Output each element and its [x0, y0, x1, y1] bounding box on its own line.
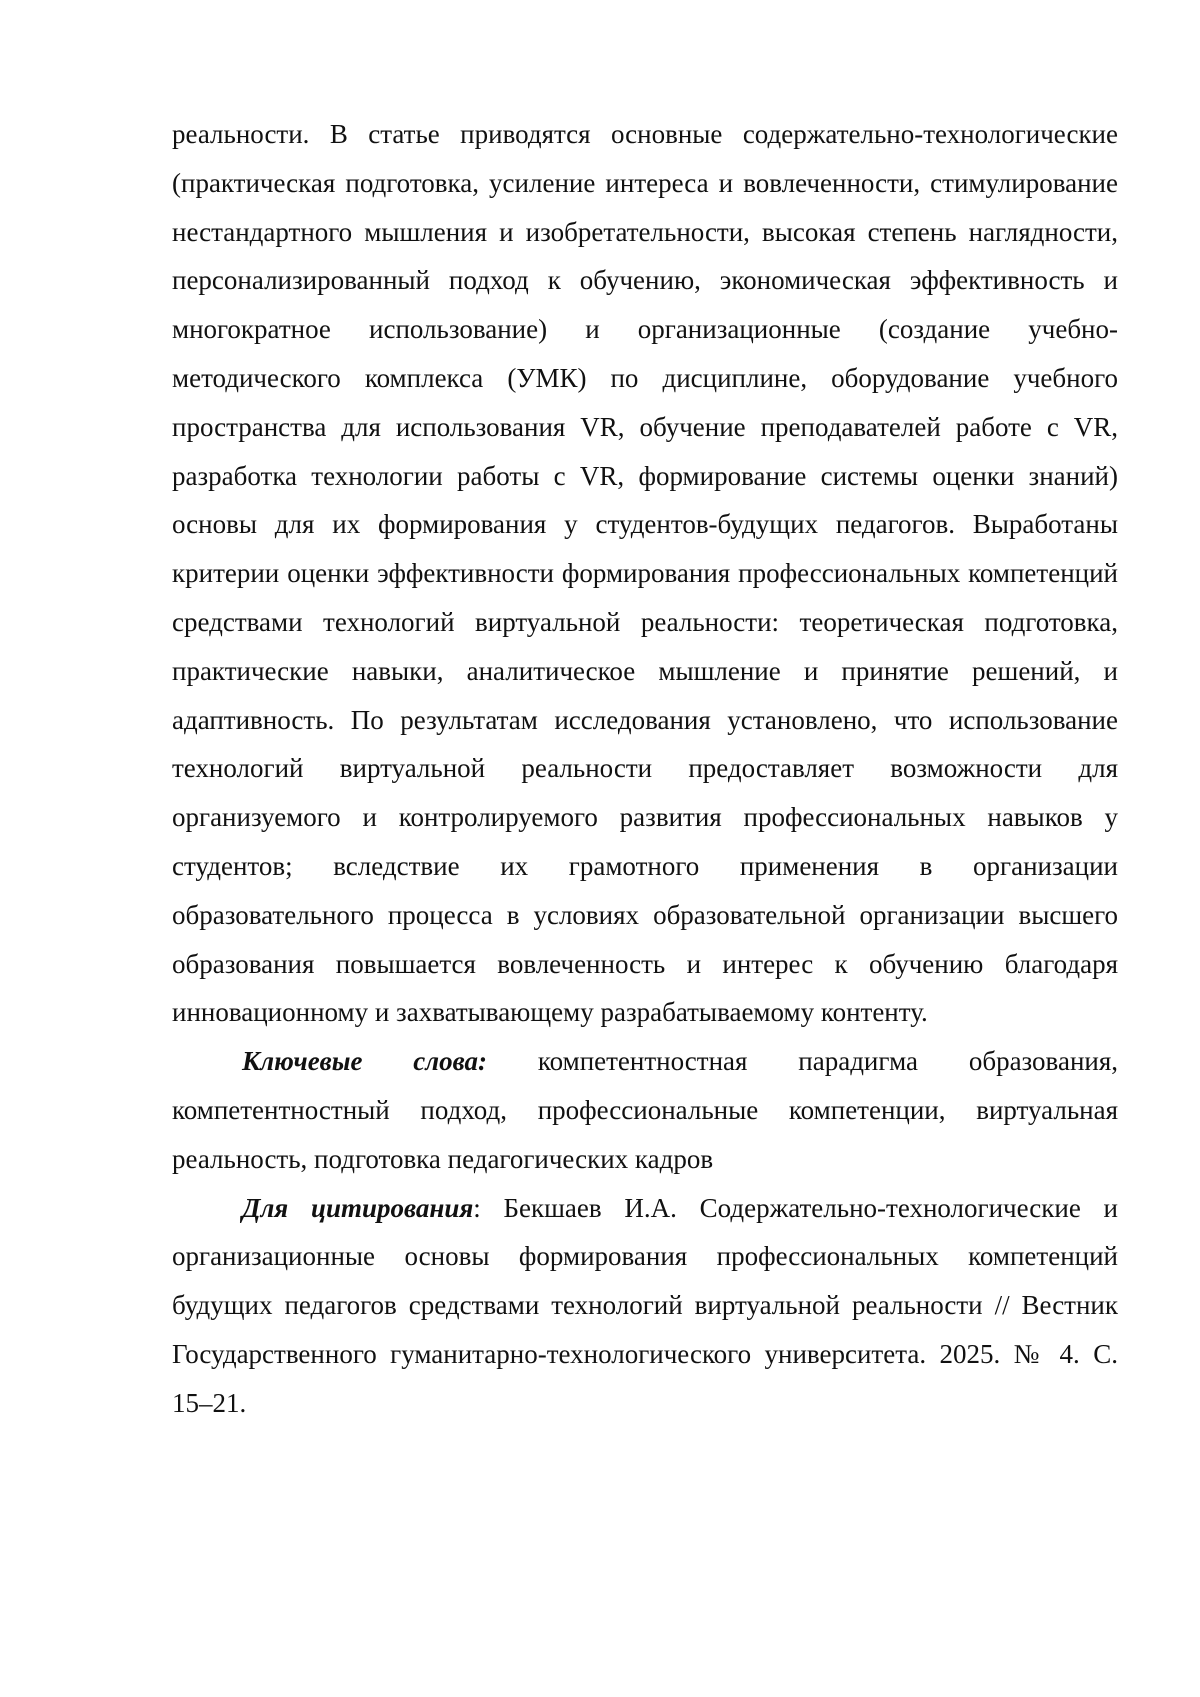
citation-paragraph	[172, 1184, 1118, 1428]
citation-label: Для цитирования	[242, 1192, 474, 1223]
document-page	[172, 110, 1118, 1428]
abstract-text: реальности. В статье приводятся основные содержательно-технологические (практическая подготовка, усиление интереса и вовлеченности, стимулирование нестандартного мышления и изобретательности, высокая степень наглядности, персонализированный подход к обучению, экономическая эффективность и многократное использование) и организационные (создание учебно-методического комплекса (УМК) по дисциплине, оборудование учебного пространства для использования VR, обучение преподавателей работе с VR, разработка технологии работы с VR, формирование системы оценки знаний) основы для их формирования у студентов-будущих педагогов. Выработаны критерии оценки эффективности формирования профессиональных компетенций средствами технологий виртуальной реальности: теоретическая подготовка, практические навыки, аналитическое мышление и принятие решений, и адаптивность. По результатам исследования установлено, что использование технологий виртуальной реальности предоставляет возможности для организуемого и контролируемого развития профессиональных навыков у студентов; вследствие их грамотного применения в организации образовательного процесса в условиях образовательной организации высшего образования повышается вовлеченность и интерес к обучению благодаря инновационному и захватывающему разрабатываемому контенту.	[172, 119, 1118, 1028]
keywords-label: Ключевые слова:	[242, 1046, 488, 1077]
abstract-paragraph	[172, 110, 1118, 1037]
keywords-text: компетентностная парадигма образования, компетентностный подход, профессиональные компетенции, виртуальная реальность, подготовка педагогических кадров	[172, 1046, 1119, 1174]
keywords-paragraph	[172, 1037, 1118, 1183]
citation-text: : Бекшаев И.А. Содержательно-технологические и организационные основы формирования профессиональных компетенций будущих педагогов средствами технологий виртуальной реальности // Вестник Государственного гуманитарно-технологического университета. 2025. № 4. С. 15–21.	[172, 1192, 1118, 1418]
